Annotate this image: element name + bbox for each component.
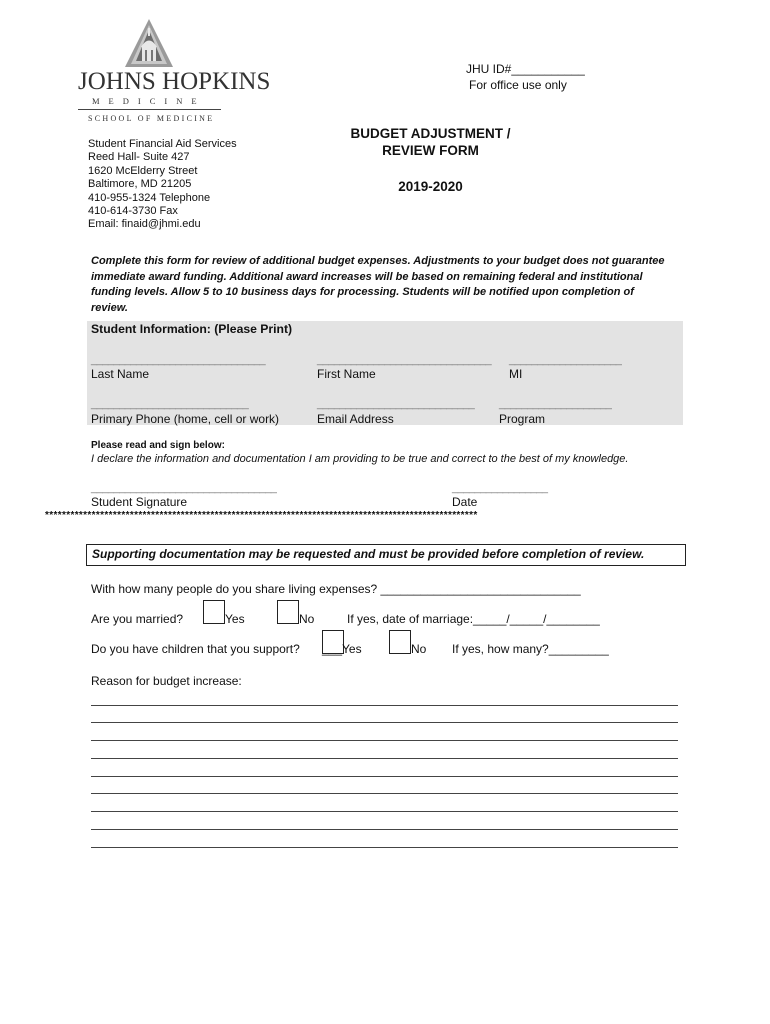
form-title-line2: REVIEW FORM [382,143,479,158]
reason-line[interactable] [91,847,678,848]
married-no-checkbox[interactable] [277,600,299,624]
office-use-label: For office use only [469,78,567,92]
johns-hopkins-shield-logo [123,18,175,68]
program-field[interactable]: ____________________ [499,398,612,410]
form-title [318,125,543,159]
date-field[interactable]: _________________ [452,482,548,494]
date-label: Date [452,495,478,509]
section-separator: ****************************************************************************************************** [45,510,478,521]
student-info-heading: Student Information: (Please Print) [91,322,293,336]
phone-field[interactable]: ____________________________ [91,398,249,410]
children-question: Do you have children that you support? [91,642,300,656]
first-name-field[interactable]: _______________________________ [317,354,492,366]
last-name-label: Last Name [91,367,150,381]
reason-line[interactable] [91,705,678,706]
married-question: Are you married? [91,612,184,626]
form-year: 2019-2020 [398,179,463,194]
declaration-text: I declare the information and documentation I am providing to be true and correct to the best of my knowledge. [91,453,629,465]
reason-line[interactable] [91,829,678,830]
married-yes-checkbox[interactable] [203,600,225,624]
phone-label: Primary Phone (home, cell or work) [91,412,280,426]
address-line: Baltimore, MD 21205 [88,178,192,191]
email-field[interactable]: ____________________________ [317,398,475,410]
address-line: 1620 McElderry Street [88,164,198,177]
living-expenses-question[interactable]: With how many people do you share living expenses? ______________________________ [91,582,581,596]
signature-heading: Please read and sign below: [91,440,225,451]
form-instructions: Complete this form for review of additional budget expenses. Adjustments to your budget does not guarantee immediate award funding. Additional award increases will be based on remaining federal and institutional funding levels. Allow 5 to 10 business days for processing. Students will be notified upon completion of review. [91,255,665,314]
reason-line[interactable] [91,758,678,759]
address-email: Email: finaid@jhmi.edu [88,218,201,231]
address-line: Student Financial Aid Services [88,138,237,150]
address-line: Reed Hall- Suite 427 [88,151,190,164]
logo-medicine: MEDICINE [92,96,206,106]
student-signature-label: Student Signature [91,495,188,509]
form-title-line1: BUDGET ADJUSTMENT / [350,126,511,141]
married-yes-label: Yes [225,612,245,626]
program-label: Program [499,412,546,426]
logo-divider [78,109,221,110]
children-yes-label: ___Yes [322,642,362,656]
reason-line[interactable] [91,740,678,741]
marriage-date-field[interactable]: If yes, date of marriage:_____/_____/________ [347,612,600,626]
reason-label: Reason for budget increase: [91,674,242,688]
logo-name: JOHNS HOPKINS [78,68,271,95]
reason-line[interactable] [91,811,678,812]
children-count-field[interactable]: If yes, how many?_________ [452,642,609,656]
email-label: Email Address [317,412,394,426]
first-name-label: First Name [317,367,376,381]
address-phone: 410-955-1324 Telephone [88,191,211,204]
reason-line[interactable] [91,776,678,777]
signature-field[interactable]: _________________________________ [91,482,277,494]
last-name-field[interactable]: _______________________________ [91,354,266,366]
mi-field[interactable]: ____________________ [509,354,622,366]
jhu-id-field[interactable]: JHU ID#___________ [466,62,585,76]
office-address [88,138,237,232]
supporting-doc-text: Supporting documentation may be requested and must be provided before completion of review. [92,547,645,561]
children-no-label: No [411,642,427,656]
address-fax: 410-614-3730 Fax [88,205,178,218]
married-no-label: No [299,612,315,626]
mi-label: MI [509,367,523,381]
reason-line[interactable] [91,793,678,794]
reason-line[interactable] [91,722,678,723]
children-no-checkbox[interactable] [389,630,411,654]
logo-school-of-medicine: SCHOOL OF MEDICINE [88,114,215,123]
